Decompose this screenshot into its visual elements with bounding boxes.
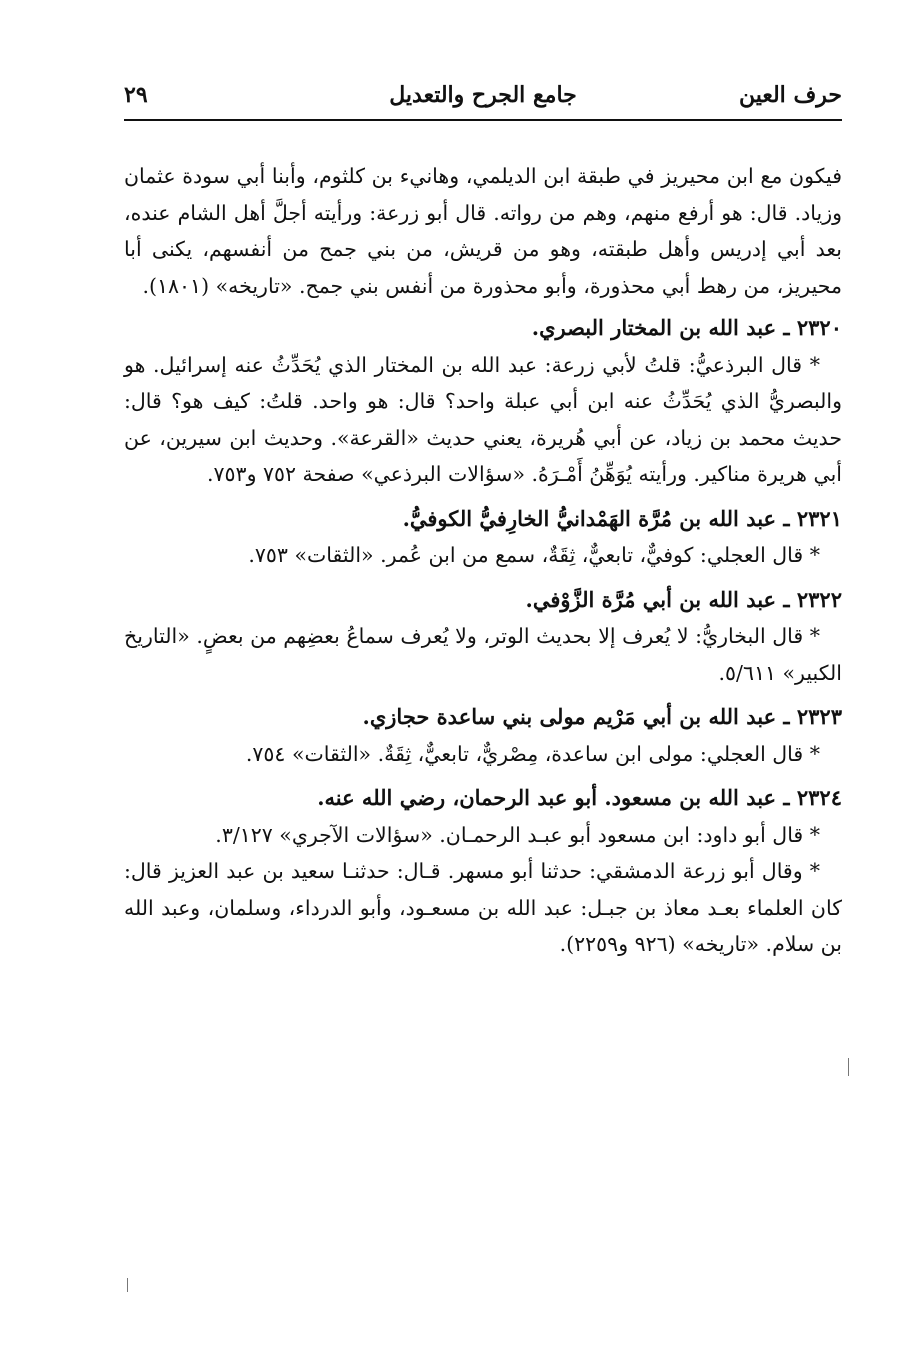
entry-title: ٢٣٢٢ ـ عبد الله بن أبي مُرَّة الزَّوْفي. bbox=[525, 586, 842, 612]
page-header bbox=[124, 78, 842, 118]
page-body bbox=[124, 158, 842, 963]
scan-margin-mark bbox=[127, 1278, 128, 1292]
entry-title: ٢٣٢٤ ـ عبد الله بن مسعود. أبو عبد الرحمان، رضي الله عنه. bbox=[317, 785, 842, 810]
section-title: حرف العين bbox=[738, 82, 842, 108]
entry-title: ٢٣٢١ ـ عبد الله بن مُرَّة الهَمْدانيُّ الخارِفيُّ الكوفيُّ. bbox=[402, 505, 842, 531]
entry-2320 bbox=[124, 310, 842, 493]
entry-title: ٢٣٢٠ ـ عبد الله بن المختار البصري. bbox=[531, 315, 842, 340]
entry-2323 bbox=[124, 699, 842, 772]
entry-quote: * قال البخاريُّ: لا يُعرف إلا بحديث الوتر، ولا يُعرف سماعُ بعضِهم من بعضٍ. «التاريخ الكبير» ٥/٦١١. bbox=[124, 624, 842, 685]
entry-2321 bbox=[124, 501, 842, 574]
entry-quote: * قال أبو داود: ابن مسعود أبو عبـد الرحمـان. «سؤالات الآجري» ٣/١٢٧. bbox=[215, 822, 820, 847]
intro-paragraph: فيكون مع ابن محيريز في طبقة ابن الديلمي، وهانيء بن كلثوم، وأبنا أبي سودة عثمان وزياد. قال: هو أرفع منهم، وهم من رواته. قال أبو زرعة: ورأيته أجلَّ أهل الشام عنده، بعد أبي إدريس وأهل طبقته، وهو من قريش، من بني جمح من أنفسهم، يكنى أبا محيريز، من رهط أبي محذورة، وأبو محذورة من أنفس بني جمح. «تاريخه» (١٨٠١). bbox=[124, 164, 842, 298]
entry-quote: * قال العجلي: كوفيٌّ، تابعيٌّ، ثِقَةٌ، سمع من ابن عُمر. «الثقات» ٧٥٣. bbox=[248, 543, 820, 567]
entry-quote: * وقال أبو زرعة الدمشقي: حدثنا أبو مسهر. قـال: حدثنـا سعيد بن عبد العزيز قال: كان العلماء بعـد معاذ بن جبـل: عبد الله بن مسعـود، وأبو الدرداء، وسلمان، وعبد الله بن سلام. «تاريخه» (٩٢٦ و٢٢٥٩). bbox=[124, 859, 842, 956]
entry-2322 bbox=[124, 582, 842, 692]
entry-quote: * قال العجلي: مولى ابن ساعدة، مِصْريٌّ، تابعيٌّ، ثِقَةٌ. «الثقات» ٧٥٤. bbox=[245, 741, 820, 766]
page-number: ٢٩ bbox=[124, 82, 148, 108]
book-title: جامع الجرح والتعديل bbox=[389, 82, 577, 108]
entry-title: ٢٣٢٣ ـ عبد الله بن أبي مَرْيم مولى بني ساعدة حجازي. bbox=[362, 704, 842, 729]
scan-margin-mark bbox=[848, 1058, 849, 1076]
header-rule bbox=[124, 119, 842, 121]
entry-2324 bbox=[124, 780, 842, 963]
entry-quote: * قال البرذعيُّ: قلتُ لأبي زرعة: عبد الله بن المختار الذي يُحَدِّثُ عنه إسرائيل. هو والبصريُّ الذي يُحَدِّثُ عنه ابن أبي عبلة واحد؟ قال: هو واحد. قلتُ: كيف هو؟ قال: حديث محمد بن زياد، عن أبي هُريرة، يعني حديث «القرعة». وحديث ابن سيرين، عن أبي هريرة مناكير. ورأيته يُوَهِّنُ أَمْـرَهُ. «سؤالات البرذعي» صفحة ٧٥٢ و٧٥٣. bbox=[124, 352, 842, 486]
